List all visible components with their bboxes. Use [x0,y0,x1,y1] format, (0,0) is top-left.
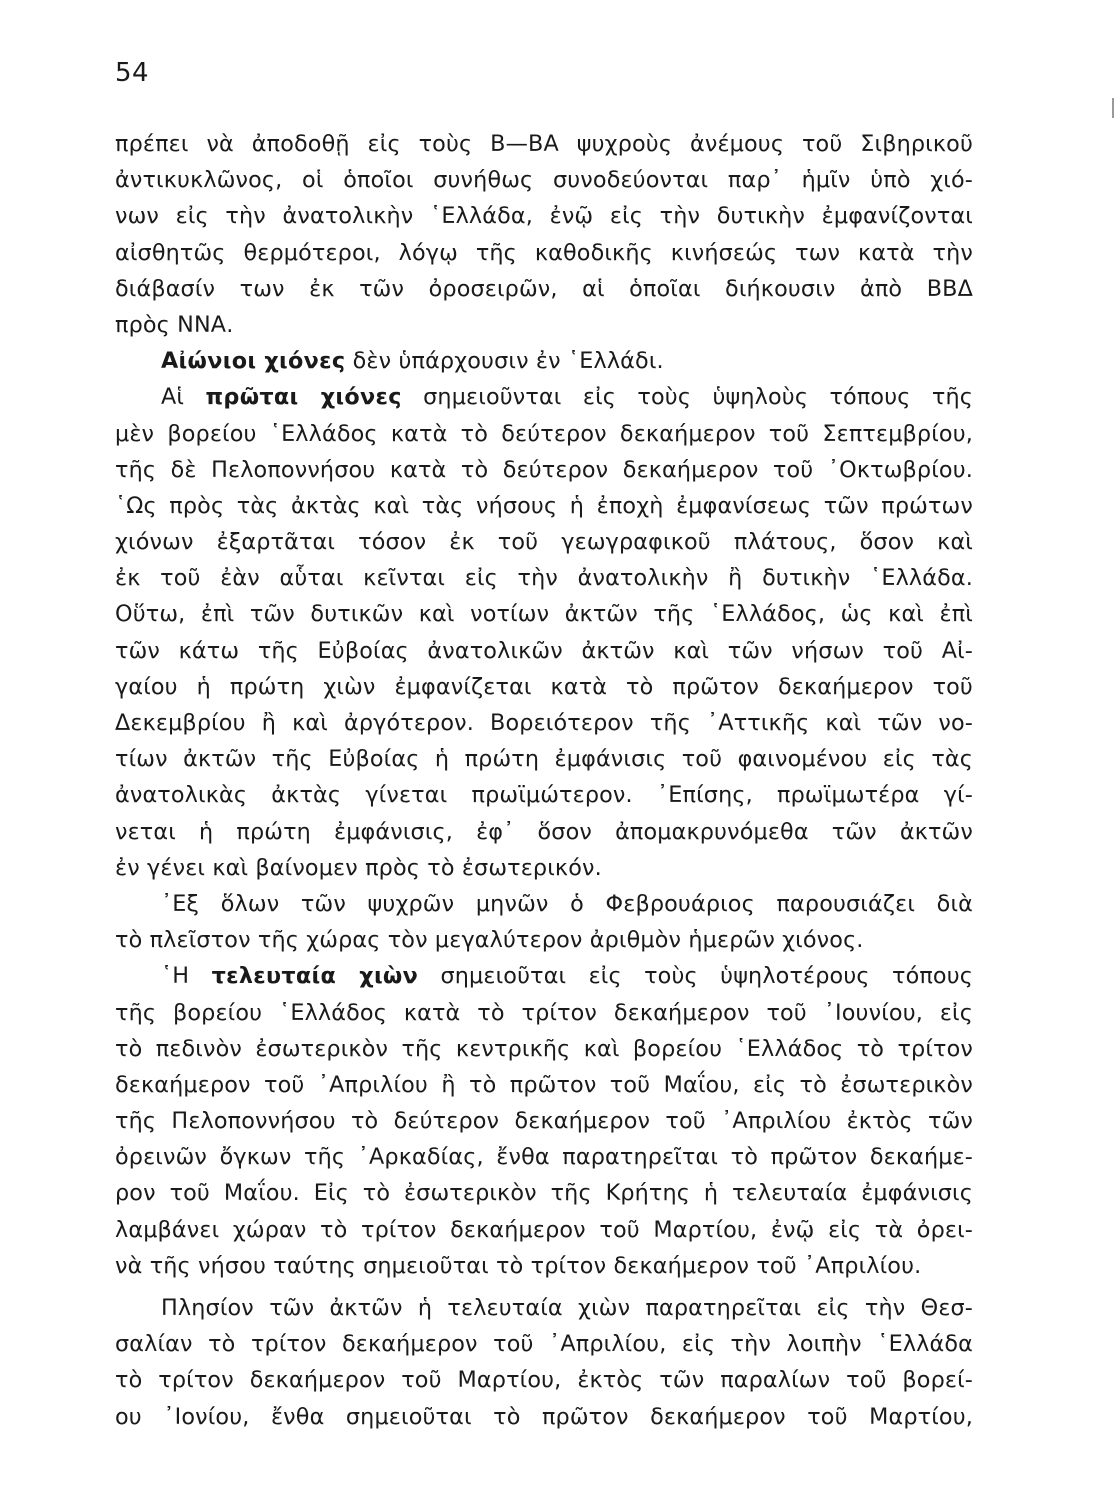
text-line [115,271,973,307]
page-number: 54 [115,58,150,88]
text-line [115,850,973,886]
text-run: διάβασίν των ἐκ τῶν ὀροσειρῶν, αἱ ὁποῖαι διήκουσιν ἀπὸ ΒΒΔ [115,275,973,302]
text-run: τῆς Πελοποννήσου τὸ δεύτερον δεκαήμερον τοῦ ᾿Απριλίου ἐκτὸς τῶν [115,1108,973,1135]
text-run: χιόνων ἐξαρτᾶται τόσον ἐκ τοῦ γεωγραφικοῦ πλάτους, ὅσον καὶ [115,529,973,556]
text-run: πρὸς ΝΝΑ. [115,311,234,338]
text-line [115,633,973,669]
text-run: πρέπει νὰ ἀποδοθῇ εἰς τοὺς Β—ΒΑ ψυχροὺς ἀνέμους τοῦ Σιβηρικοῦ [115,131,973,157]
text-run: μὲν βορείου ῾Ελλάδος κατὰ τὸ δεύτερον δεκαήμερον τοῦ Σεπτεμβρίου, [115,420,973,447]
text-run: τὸ πλεῖστον τῆς χώρας τὸν μεγαλύτερον ἀριθμὸν ἡμερῶν χιόνος. [115,927,864,954]
text-run: δεκαήμερον τοῦ ᾿Απριλίου ἢ τὸ πρῶτον τοῦ Μαΐου, εἰς τὸ ἐσωτερικὸν [115,1071,973,1098]
text-run: ῾Η [161,963,212,990]
text-run: ἀντικυκλῶνος, οἱ ὁποῖοι συνήθως συνοδεύονται παρ᾽ ἡμῖν ὑπὸ χιό- [115,167,973,194]
text-line [115,1103,973,1139]
emphasized-term: τελευταία χιὼν [211,963,419,990]
text-line [115,1031,973,1067]
text-line [115,307,973,343]
text-line [115,1399,973,1435]
text-run: Πλησίον τῶν ἀκτῶν ἡ τελευταία χιὼν παρατηρεῖται εἰς τὴν Θεσ- [161,1295,973,1321]
text-run: τίων ἀκτῶν τῆς Εὐβοίας ἡ πρώτη ἐμφάνισις τοῦ φαινομένου εἰς τὰς [115,746,973,773]
text-line [115,777,973,813]
text-run: ὀρεινῶν ὄγκων τῆς ᾿Αρκαδίας, ἔνθα παρατηρεῖται τὸ πρῶτον δεκαήμε- [115,1144,973,1171]
text-line [115,958,973,994]
text-line [115,1290,973,1326]
text-run: τῶν κάτω τῆς Εὐβοίας ἀνατολικῶν ἀκτῶν καὶ τῶν νήσων τοῦ Αἰ- [115,637,973,664]
text-line [115,1248,973,1284]
text-run: αἰσθητῶς θερμότεροι, λόγῳ τῆς καθοδικῆς κινήσεώς των κατὰ τὴν [115,239,973,266]
text-line [115,1175,973,1211]
text-run: νεται ἡ πρώτη ἐμφάνισις, ἐφ᾽ ὅσον ἀπομακρυνόμεθα τῶν ἀκτῶν [115,818,973,845]
text-line [115,162,973,198]
text-line [115,995,973,1031]
text-line [115,416,973,452]
text-line [115,524,973,560]
emphasized-term: πρῶται χιόνες [205,384,402,411]
text-run: ᾿Εξ ὅλων τῶν ψυχρῶν μηνῶν ὁ Φεβρουάριος παρουσιάζει διὰ [161,890,973,917]
text-run: νὰ τῆς νήσου ταύτης σημειοῦται τὸ τρίτον δεκαήμερον τοῦ ᾿Απριλίου. [115,1252,922,1279]
text-run: σημειοῦται εἰς τοὺς ὑψηλοτέρους τόπους [418,963,973,990]
text-line [115,814,973,850]
text-run: δὲν ὑπάρχουσιν ἐν ῾Ελλάδι. [345,348,664,375]
text-run: σημειοῦνται εἰς τοὺς ὑψηλοὺς τόπους τῆς [401,384,973,411]
text-run: Δεκεμβρίου ἢ καὶ ἀργότερον. Βορειότερον τῆς ᾿Αττικῆς καὶ τῶν νο- [115,710,973,736]
margin-mark [1112,98,1114,118]
body-text [115,126,973,1435]
text-run: σαλίαν τὸ τρίτον δεκαήμερον τοῦ ᾿Απριλίου, εἰς τὴν λοιπὴν ῾Ελλάδα [115,1331,973,1358]
text-line [115,235,973,271]
text-line [115,596,973,632]
text-run: ρον τοῦ Μαΐου. Εἰς τὸ ἐσωτερικὸν τῆς Κρήτης ἡ τελευταία ἐμφάνισις [115,1180,973,1207]
text-line [115,379,973,415]
emphasized-term: Αἰώνιοι χιόνες [161,348,346,375]
text-line [115,922,973,958]
text-run: ἀνατολικὰς ἀκτὰς γίνεται πρωϊμώτερον. ᾿Επίσης, πρωϊμωτέρα γί- [115,782,973,809]
text-line [115,198,973,234]
text-run: τὸ τρίτον δεκαήμερον τοῦ Μαρτίου, ἐκτὸς τῶν παραλίων τοῦ βορεί- [115,1367,973,1394]
text-line [115,1212,973,1248]
text-run: νων εἰς τὴν ἀνατολικὴν ῾Ελλάδα, ἐνῷ εἰς τὴν δυτικὴν ἐμφανίζονται [115,203,973,230]
text-run: λαμβάνει χώραν τὸ τρίτον δεκαήμερον τοῦ Μαρτίου, ἐνῷ εἰς τὰ ὀρει- [115,1216,973,1243]
text-line [115,741,973,777]
text-run: τὸ πεδινὸν ἐσωτερικὸν τῆς κεντρικῆς καὶ βορείου ῾Ελλάδος τὸ τρίτον [115,1035,973,1062]
text-line [115,452,973,488]
text-line [115,560,973,596]
text-line [115,1067,973,1103]
text-run: τῆς δὲ Πελοποννήσου κατὰ τὸ δεύτερον δεκαήμερον τοῦ ᾿Οκτωβρίου. [115,456,973,483]
text-line [115,343,973,379]
text-line [115,669,973,705]
text-line [115,886,973,922]
text-run: ἐκ τοῦ ἐὰν αὗται κεῖνται εἰς τὴν ἀνατολικὴν ἢ δυτικὴν ῾Ελλάδα. [115,565,973,592]
text-line [115,488,973,524]
text-line [115,126,973,162]
text-run: ου ᾿Ιονίου, ἔνθα σημειοῦται τὸ πρῶτον δεκαήμερον τοῦ Μαρτίου, [115,1403,973,1430]
text-line [115,705,973,741]
text-run: γαίου ἡ πρώτη χιὼν ἐμφανίζεται κατὰ τὸ πρῶτον δεκαήμερον τοῦ [115,673,973,700]
text-line [115,1326,973,1362]
text-line [115,1362,973,1398]
text-run: Οὕτω, ἐπὶ τῶν δυτικῶν καὶ νοτίων ἀκτῶν τῆς ῾Ελλάδος, ὡς καὶ ἐπὶ [115,601,973,628]
text-run: ἐν γένει καὶ βαίνομεν πρὸς τὸ ἐσωτερικόν. [115,854,602,881]
text-run: ῾Ως πρὸς τὰς ἀκτὰς καὶ τὰς νήσους ἡ ἐποχὴ ἐμφανίσεως τῶν πρώτων [115,492,973,519]
text-line [115,1139,973,1175]
text-run: Αἱ [161,384,206,411]
text-run: τῆς βορείου ῾Ελλάδος κατὰ τὸ τρίτον δεκαήμερον τοῦ ᾿Ιουνίου, εἰς [115,999,973,1026]
